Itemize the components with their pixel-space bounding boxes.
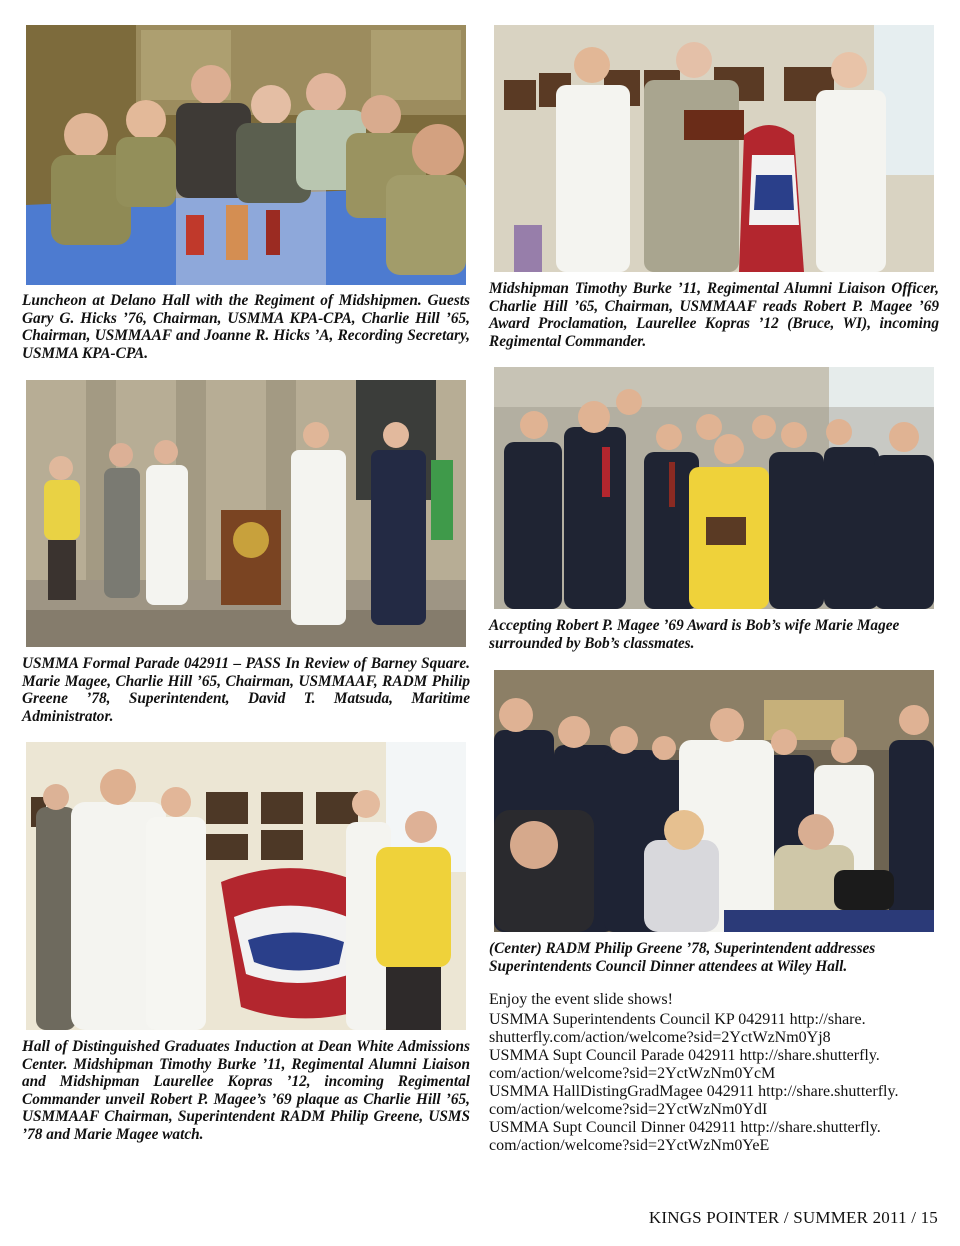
proclamation-photo: [494, 25, 934, 272]
parade-caption: USMMA Formal Parade 042911 – PASS In Review of Barney Square. Marie Magee, Charlie Hill ’65, Chairman, USMMAAF, RADM Philip Greene ’78, Superintendent, David T. Matsuda, Maritime Administrator.: [22, 655, 470, 725]
slideshow-link[interactable]: [489, 1011, 941, 1047]
slideshow-url-end[interactable]: com/action/welcome?sid=2YctWzNm0YcM: [489, 1065, 776, 1082]
slideshow-url-end[interactable]: com/action/welcome?sid=2YctWzNm0YeE: [489, 1137, 770, 1154]
slideshow-title: USMMA HallDistingGradMagee 042911: [489, 1083, 755, 1100]
dinner-photo: [494, 670, 934, 932]
slideshow-url-end[interactable]: com/action/welcome?sid=2YctWzNm0YdI: [489, 1101, 768, 1118]
slideshow-url-start[interactable]: http://share.shutterfly.: [740, 1119, 881, 1136]
slideshow-url-start[interactable]: http://share.shutterfly.: [758, 1083, 899, 1100]
slideshow-link[interactable]: [489, 1047, 941, 1083]
hall-photo: [26, 742, 466, 1030]
slideshow-url-start[interactable]: http://share.shutterfly.: [739, 1047, 880, 1064]
award-photo: [494, 367, 934, 609]
slideshow-title: USMMA Supt Council Parade 042911: [489, 1047, 736, 1064]
slideshow-title: USMMA Superintendents Council KP 042911: [489, 1011, 786, 1028]
slideshow-title: USMMA Supt Council Dinner 042911: [489, 1119, 737, 1136]
slideshow-url-start[interactable]: http://share.: [789, 1011, 866, 1028]
parade-photo: [26, 380, 466, 647]
award-caption: Accepting Robert P. Magee ’69 Award is Bob’s wife Marie Magee surrounded by Bob’s classmates.: [489, 617, 900, 652]
luncheon-photo: [26, 25, 466, 285]
slideshow-link[interactable]: [489, 1083, 941, 1119]
hall-caption: Hall of Distinguished Graduates Induction at Dean White Admissions Center. Midshipman Timothy Burke ’11, Regimental Alumni Liaison and Midshipman Laurellee Kopras ’12, incoming Regimental Commander unveil Robert P. Magee’s ’69 plaque as Charlie Hill ’65, USMMAAF Chairman, Superintendent RADM Philip Greene, USMS ’78 and Marie Magee watch.: [22, 1038, 470, 1143]
slideshow-intro: Enjoy the event slide shows!: [489, 991, 673, 1008]
slideshow-links: [489, 991, 941, 1155]
slideshow-url-end[interactable]: shutterfly.com/action/welcome?sid=2YctWzNm0Yj8: [489, 1029, 831, 1046]
slideshow-link[interactable]: [489, 1119, 941, 1155]
luncheon-caption: Luncheon at Delano Hall with the Regiment of Midshipmen. Guests Gary G. Hicks ’76, Chairman, USMMA KPA-CPA, Charlie Hill ’65, Chairman, USMMAAF and Joanne R. Hicks ’A, Recording Secretary, USMMA KPA-CPA.: [22, 292, 470, 362]
proclamation-caption: Midshipman Timothy Burke ’11, Regimental Alumni Liaison Officer, Charlie Hill ’65, Chairman, USMMAAF reads Robert P. Magee ’69 Award Proclamation, Laurellee Kopras ’12 (Bruce, WI), incoming Regimental Commander.: [489, 280, 939, 350]
dinner-caption: (Center) RADM Philip Greene ’78, Superintendent addresses Superintendents Council Dinner attendees at Wiley Hall.: [489, 940, 876, 975]
page-footer: KINGS POINTER / SUMMER 2011 / 15: [648, 1208, 938, 1227]
